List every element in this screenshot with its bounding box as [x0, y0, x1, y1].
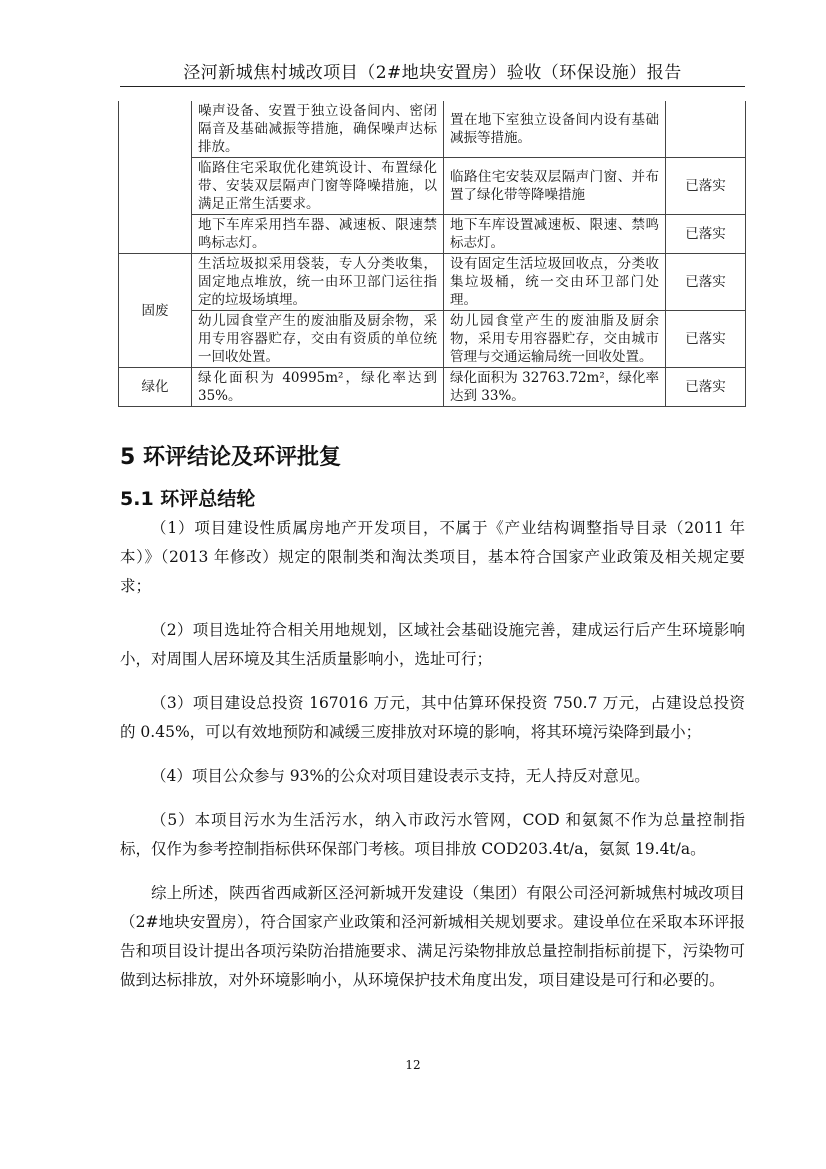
section-heading: 5 环评结论及环评批复: [120, 445, 341, 470]
measure-cell: 幼儿园食堂产生的废油脂及厨余物，采用专用容器贮存，交由有资质的单位统一回收处置。: [192, 311, 444, 368]
measure-cell: 临路住宅采取优化建筑设计、布置绿化带、安装双层隔声门窗等降噪措施，以满足正常生活要求。: [192, 158, 444, 215]
actual-cell: 绿化面积为 32763.72m²，绿化率达到 33%。: [444, 368, 666, 407]
conclusion-body: [120, 514, 745, 1010]
status-cell: 已落实: [666, 158, 746, 215]
category-cell: 固废: [119, 254, 192, 368]
category-cell: [119, 101, 192, 254]
table-row: [119, 368, 746, 407]
paragraph: （2）项目选址符合相关用地规划，区域社会基础设施完善，建成运行后产生环境影响小，对周围人居环境及其生活质量影响小，选址可行；: [120, 621, 745, 668]
measure-cell: 生活垃圾拟采用袋装，专人分类收集，固定地点堆放，统一由环卫部门运往指定的垃圾场填埋。: [192, 254, 444, 311]
status-cell: 已落实: [666, 254, 746, 311]
table-row: [119, 311, 746, 368]
measure-cell: 地下车库采用挡车器、减速板、限速禁鸣标志灯。: [192, 215, 444, 254]
status-cell: 已落实: [666, 368, 746, 407]
status-cell: 已落实: [666, 311, 746, 368]
page-number: 12: [405, 1058, 421, 1072]
measure-cell: 噪声设备、安置于独立设备间内、密闭隔音及基础减振等措施，确保噪声达标排放。: [192, 101, 444, 158]
status-cell: 已落实: [666, 215, 746, 254]
paragraph: （1）项目建设性质属房地产开发项目，不属于《产业结构调整指导目录（2011 年 本）》（2013 年修改）规定的限制类和淘汰类项目，基本符合国家产业政策及相关规定要求；: [120, 519, 745, 595]
paragraph: （3）项目建设总投资 167016 万元，其中估算环保投资 750.7 万元，占建设总投资的 0.45%，可以有效地预防和减缓三废排放对环境的影响，将其环境污染降到最小；: [120, 694, 745, 741]
table-row: [119, 254, 746, 311]
table-row: [119, 101, 746, 158]
paragraph: （4）项目公众参与 93%的公众对项目建设表示支持，无人持反对意见。: [151, 767, 650, 785]
actual-cell: 临路住宅安装双层隔声门窗、并布置了绿化带等降噪措施: [444, 158, 666, 215]
header-rule: [120, 86, 745, 87]
subsection-heading: 5.1 环评总结轮: [120, 488, 256, 510]
actual-cell: 置在地下室独立设备间内设有基础减振等措施。: [444, 101, 666, 158]
table-row: [119, 158, 746, 215]
actual-cell: 设有固定生活垃圾回收点，分类收集垃圾桶，统一交由环卫部门处理。: [444, 254, 666, 311]
table-row: [119, 215, 746, 254]
measures-table: [118, 101, 746, 407]
category-cell: 绿化: [119, 368, 192, 407]
paragraph: 综上所述，陕西省西咸新区泾河新城开发建设（集团）有限公司泾河新城焦村城改项目（2#地块安置房），符合国家产业政策和泾河新城相关规划要求。建设单位在采取本环评报告和项目设计提出各项污染防治措施要求、满足污染物排放总量控制指标前提下，污染物可做到达标排放，对外环境影响小，从环境保护技术角度出发，项目建设是可行和必要的。: [120, 884, 745, 989]
page-header-title: 泾河新城焦村城改项目（2#地块安置房）验收（环保设施）报告: [183, 63, 682, 83]
actual-cell: 地下车库设置减速板、限速、禁鸣标志灯。: [444, 215, 666, 254]
measure-cell: 绿化面积为 40995m²，绿化率达到35%。: [192, 368, 444, 407]
paragraph: （5）本项目污水为生活污水，纳入市政污水管网，COD 和氨氮不作为总量控制指标，仅作为参考控制指标供环保部门考核。项目排放 COD203.4t/a，氨氮 19.4t/a。: [120, 811, 745, 858]
actual-cell: 幼儿园食堂产生的废油脂及厨余物，采用专用容器贮存，交由城市管理与交通运输局统一回收处置。: [444, 311, 666, 368]
status-cell: [666, 101, 746, 158]
